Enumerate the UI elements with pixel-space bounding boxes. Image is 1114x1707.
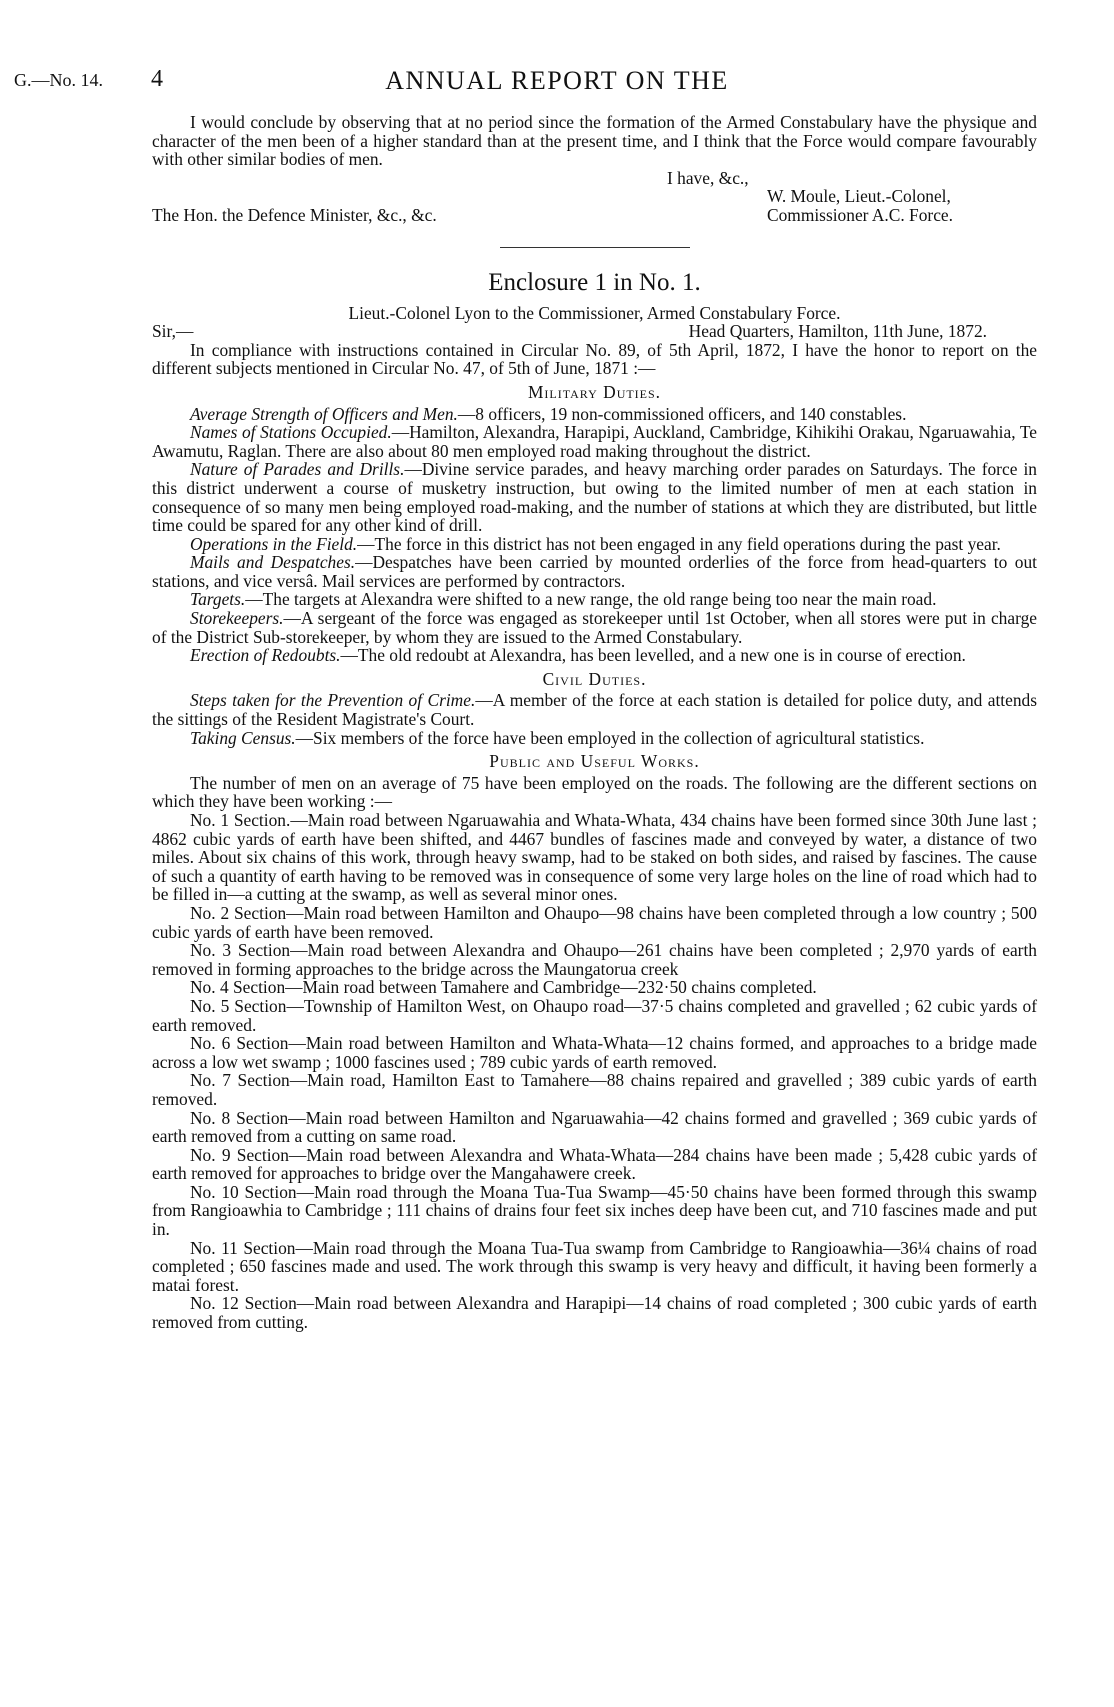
works-paragraph: No. 2 Section—Main road between Hamilton and Ohaupo—98 chains have been completed through a low country ; 500 cubic yards of earth have been removed. [152,902,1037,942]
paragraph-text: —Hamilton, Alexandra, Harapipi, Auckland, Cambridge, Kihikihi Orakau, Ngaruawahia, Te Awamutu, Raglan. There are also about 80 men employed road making throughout the district. [152,422,1037,461]
document-reference: G.—No. 14. [14,70,103,90]
section-heading-public-works: Public and Useful Works. [489,751,700,772]
paragraph [152,646,1037,665]
works-paragraph: No. 4 Section—Main road between Tamahere and Cambridge—232·50 chains completed. [190,977,817,998]
paragraph-text: —The targets at Alexandra were shifted to a new range, the old range being too near the main road. [245,589,937,610]
paragraph-text: —Despatches have been carried by mounted orderlies of the force from head-quarters to out stations, and vice versâ. Mail services are performed by contractors. [152,552,1037,591]
paragraph [152,609,1037,646]
paragraph [152,423,1037,460]
paragraph-label: Erection of Redoubts. [190,645,341,666]
enclosure-from-to: Lieut.-Colonel Lyon to the Commissioner, Armed Constabulary Force. [348,302,841,323]
section-heading-military: Military Duties. [527,381,662,402]
paragraph-label: Mails and Despatches. [190,552,356,573]
paragraph-label: Storekeepers. [190,608,284,629]
paragraph-text: —The force in this district has not been engaged in any field operations during the past year. [357,533,1001,554]
page-number: 4 [151,66,163,92]
works-paragraph: No. 11 Section—Main road through the Moana Tua-Tua swamp from Cambridge to Rangioawhia—36¼ chains of road completed ; 650 fascines made and used. The work through this swamp is very heavy and difficult, it having been formerly a matai forest. [152,1237,1037,1295]
paragraph [152,590,1037,609]
page-header [14,66,1100,96]
paragraph-text: —8 officers, 19 non-commissioned officers, and 140 constables. [457,403,907,424]
sign-have: I have, &c., [667,167,749,188]
enclosure-intro: In compliance with instructions contained in Circular No. 89, of 5th April, 1872, I have the honor to report on the different subjects mentioned in Circular No. 47, of 5th of June, 1871 :— [152,339,1037,379]
paragraph-text: —A sergeant of the force was engaged as storekeeper until 1st October, when all stores were put in charge of the District Sub-storekeeper, by whom they are issued to the Armed Constabulary. [152,608,1037,647]
public-works-intro: The number of men on an average of 75 have been employed on the roads. The following are the different sections on which they have been working :— [152,772,1037,812]
paragraph-label: Taking Census. [190,727,296,748]
section-divider [500,247,690,248]
paragraph-text: —The old redoubt at Alexandra, has been levelled, and a new one is in course of erection. [340,645,966,666]
addressee: The Hon. the Defence Minister, &c., &c. [152,204,437,225]
salutation: Sir,— [152,321,194,342]
works-paragraph: No. 10 Section—Main road through the Moana Tua-Tua Swamp—45·50 chains have been formed through this swamp from Rangioawhia to Cambridge ; 111 chains of drains four feet six inches deep have been cut, and 710 fascines made and put in. [152,1181,1037,1240]
paragraph [152,553,1037,590]
paragraph-text: —Divine service parades, and heavy marching order parades on Saturdays. The force in this district underwent a course of musketry instruction, but owing to the limited number of men at each station in consequence of so many men being employed road-making, and the number of stations at which they are distributed, but little time could be spared for any other kind of drill. [152,459,1037,536]
signature-name: W. Moule, Lieut.-Colonel, [767,186,951,207]
paragraph-text: —Six members of the force have been employed in the collection of agricultural statistics. [295,727,925,748]
signature-title: Commissioner A.C. Force. [767,204,953,225]
paragraph [152,460,1037,534]
works-paragraph: No. 12 Section—Main road between Alexandra and Harapipi—14 chains of road completed ; 300 cubic yards of earth removed from cutting. [152,1293,1037,1333]
works-paragraph: No. 9 Section—Main road between Alexandra and Whata-Whata—284 chains have been made ; 5,428 cubic yards of earth removed for approaches to bridge over the Mangahawere creek. [152,1144,1037,1184]
works-paragraph: No. 6 Section—Main road between Hamilton and Whata-Whata—12 chains formed, and approaches to a bridge made across a low wet swamp ; 1000 fascines used ; 789 cubic yards of earth removed. [152,1033,1037,1072]
paragraph-label: Steps taken for the Prevention of Crime. [190,690,476,711]
paragraph [152,405,1037,424]
salutation-row [152,322,1037,341]
works-paragraph: No. 1 Section.—Main road between Ngaruawahia and Whata-Whata, 434 chains have been formed since 30th June last ; 4862 cubic yards of earth have been shifted, and 4467 bundles of fascines made and conveyed by water, a distance of two miles. About six chains of this work, through heavy swamp, had to be staked on both sides, and raised by fascines. The cause of such a quantity of earth having to be removed was in consequence of some very large holes on the line of road which had to be filled in—a cutting at the swamp, as well as several minor ones. [152,810,1037,905]
works-paragraph: No. 8 Section—Main road between Hamilton and Ngaruawahia—42 chains formed and gravelled ; 369 cubic yards of earth removed from a cutting on same road. [152,1107,1037,1147]
paragraph-label: Average Strength of Officers and Men. [190,403,458,424]
closing-paragraph: I would conclude by observing that at no period since the formation of the Armed Constabulary have the physique and character of the men been of a higher standard than at the present time, and I think that the Force would compare favourably with other similar bodies of men. [152,112,1037,170]
paragraph-text: —A member of the force at each station is detailed for police duty, and attends the sittings of the Resident Magistrate's Court. [152,690,1037,730]
document-body [152,113,1037,1332]
works-paragraph: No. 3 Section—Main road between Alexandra and Ohaupo—261 chains have been completed ; 2,970 yards of earth removed in forming approaches to the bridge across the Maungatorua creek [152,940,1037,979]
paragraph [152,691,1037,728]
paragraph-label: Operations in the Field. [190,533,358,554]
paragraph-label: Targets. [190,589,246,610]
works-paragraph: No. 7 Section—Main road, Hamilton East to Tamahere—88 chains repaired and gravelled ; 389 cubic yards of earth removed. [152,1070,1037,1109]
paragraph [152,729,1037,748]
paragraph-label: Names of Stations Occupied. [190,422,392,443]
running-title: ANNUAL REPORT ON THE [385,66,729,95]
signature-block [152,187,1037,224]
works-paragraph: No. 5 Section—Township of Hamilton West, on Ohaupo road—37·5 chains completed and gravelled ; 62 cubic yards of earth removed. [152,995,1037,1035]
paragraph-label: Nature of Parades and Drills. [190,459,405,480]
paragraph [152,535,1037,554]
section-heading-civil: Civil Duties. [542,668,647,689]
enclosure-title: Enclosure 1 in No. 1. [488,268,701,296]
location-date: Head Quarters, Hamilton, 11th June, 1872. [688,321,987,342]
